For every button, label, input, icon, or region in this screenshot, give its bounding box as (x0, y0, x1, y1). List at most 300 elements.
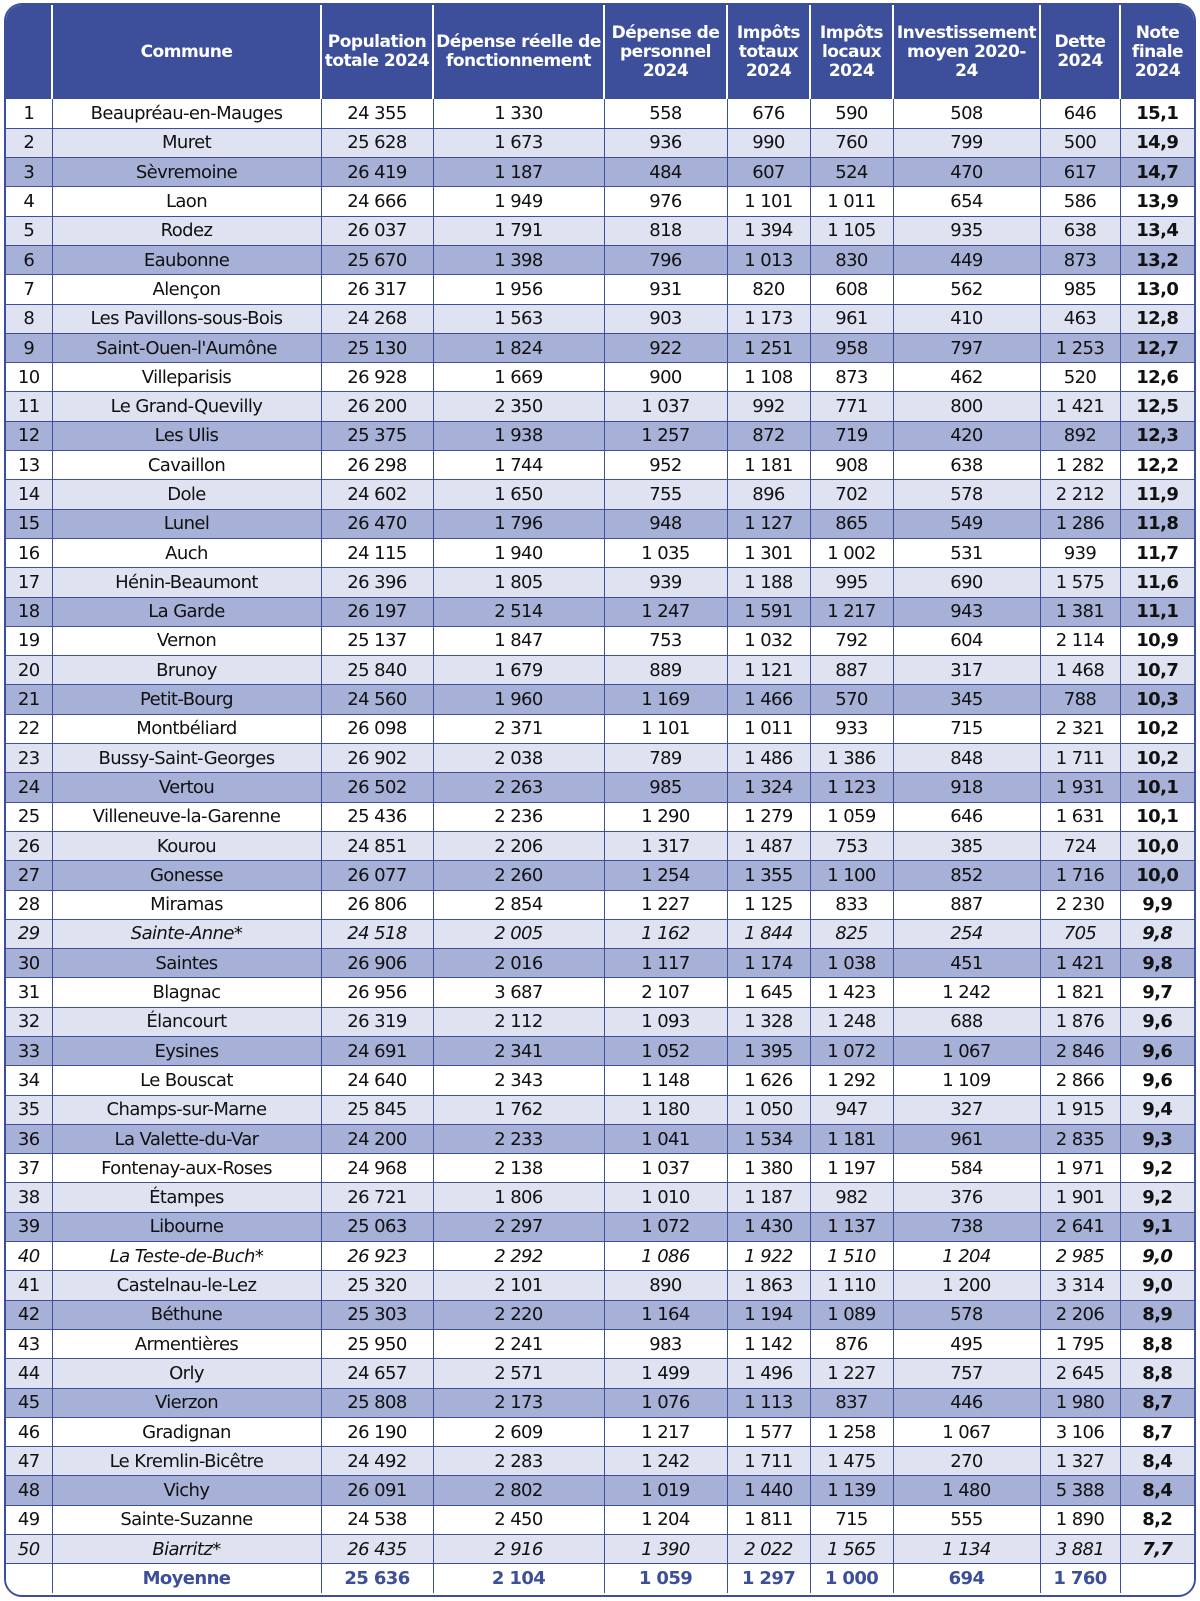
cell-commune: Gonesse (52, 861, 321, 890)
cell-population: 25 320 (321, 1271, 433, 1300)
cell-dette: 1 931 (1040, 773, 1120, 802)
table-row (6, 1535, 1194, 1564)
cell-commune: Blagnac (52, 978, 321, 1007)
cell-impots-totaux: 990 (727, 128, 810, 157)
cell-commune: Orly (52, 1359, 321, 1388)
cell-dette: 1 971 (1040, 1154, 1120, 1183)
cell-depense-personnel: 1 499 (604, 1359, 727, 1388)
cell-dette: 2 641 (1040, 1212, 1120, 1241)
cell-population: 24 851 (321, 831, 433, 860)
cell-investissement: 918 (893, 773, 1040, 802)
cell-depense-personnel: 903 (604, 304, 727, 333)
cell-population: 24 657 (321, 1359, 433, 1388)
cell-impots-locaux: 524 (810, 158, 893, 187)
cell-commune: Hénin-Beaumont (52, 568, 321, 597)
cell-impots-totaux: 1 108 (727, 363, 810, 392)
cell-depense-personnel: 1 101 (604, 714, 727, 743)
cell-depense-fonctionnement: 1 669 (433, 363, 604, 392)
cell-investissement: 449 (893, 245, 1040, 274)
cell-impots-totaux: 1 645 (727, 978, 810, 1007)
cell-depense-fonctionnement: 1 744 (433, 451, 604, 480)
cell-impots-locaux: 1 089 (810, 1300, 893, 1329)
cell-dette: 2 206 (1040, 1300, 1120, 1329)
cell-note-finale: 9,3 (1120, 1124, 1194, 1153)
average-depense-fonctionnement: 2 104 (433, 1564, 604, 1593)
cell-rank: 28 (6, 890, 52, 919)
cell-depense-fonctionnement: 2 854 (433, 890, 604, 919)
cell-impots-locaux: 1 002 (810, 538, 893, 567)
average-impots-totaux: 1 297 (727, 1564, 810, 1593)
cell-impots-locaux: 1 072 (810, 1037, 893, 1066)
header-dette: Dette 2024 (1040, 5, 1120, 99)
cell-depense-personnel: 1 093 (604, 1007, 727, 1036)
cell-depense-personnel: 1 180 (604, 1095, 727, 1124)
cell-note-finale: 9,0 (1120, 1242, 1194, 1271)
cell-depense-fonctionnement: 1 824 (433, 333, 604, 362)
cell-dette: 3 314 (1040, 1271, 1120, 1300)
cell-impots-locaux: 719 (810, 421, 893, 450)
cell-investissement: 800 (893, 392, 1040, 421)
table-row (6, 626, 1194, 655)
cell-population: 25 845 (321, 1095, 433, 1124)
cell-rank: 49 (6, 1505, 52, 1534)
cell-depense-personnel: 558 (604, 99, 727, 128)
cell-dette: 2 321 (1040, 714, 1120, 743)
cell-depense-fonctionnement: 2 571 (433, 1359, 604, 1388)
table-row (6, 1417, 1194, 1446)
cell-rank: 41 (6, 1271, 52, 1300)
table-row (6, 656, 1194, 685)
cell-note-finale: 8,7 (1120, 1417, 1194, 1446)
cell-rank: 48 (6, 1476, 52, 1505)
cell-depense-fonctionnement: 1 187 (433, 158, 604, 187)
cell-depense-fonctionnement: 2 005 (433, 919, 604, 948)
cell-note-finale: 10,9 (1120, 626, 1194, 655)
cell-dette: 1 282 (1040, 451, 1120, 480)
cell-impots-locaux: 771 (810, 392, 893, 421)
cell-impots-locaux: 961 (810, 304, 893, 333)
cell-population: 26 197 (321, 597, 433, 626)
cell-depense-personnel: 1 148 (604, 1066, 727, 1095)
cell-dette: 1 631 (1040, 802, 1120, 831)
cell-population: 24 560 (321, 685, 433, 714)
table-row (6, 1329, 1194, 1358)
table-row (6, 568, 1194, 597)
cell-rank: 12 (6, 421, 52, 450)
cell-impots-locaux: 887 (810, 656, 893, 685)
cell-impots-totaux: 1 032 (727, 626, 810, 655)
cell-population: 24 200 (321, 1124, 433, 1153)
table-row (6, 187, 1194, 216)
cell-rank: 3 (6, 158, 52, 187)
cell-dette: 1 980 (1040, 1388, 1120, 1417)
cell-depense-fonctionnement: 1 762 (433, 1095, 604, 1124)
cell-commune: La Teste-de-Buch* (52, 1242, 321, 1271)
cell-rank: 34 (6, 1066, 52, 1095)
cell-impots-totaux: 1 173 (727, 304, 810, 333)
cell-dette: 5 388 (1040, 1476, 1120, 1505)
table-row (6, 831, 1194, 860)
cell-investissement: 654 (893, 187, 1040, 216)
cell-depense-personnel: 890 (604, 1271, 727, 1300)
cell-rank: 24 (6, 773, 52, 802)
cell-commune: Le Bouscat (52, 1066, 321, 1095)
cell-rank: 6 (6, 245, 52, 274)
cell-population: 24 268 (321, 304, 433, 333)
cell-dette: 1 327 (1040, 1447, 1120, 1476)
table-row (6, 1300, 1194, 1329)
cell-rank: 8 (6, 304, 52, 333)
cell-impots-locaux: 608 (810, 275, 893, 304)
cell-depense-personnel: 1 041 (604, 1124, 727, 1153)
cell-impots-locaux: 1 510 (810, 1242, 893, 1271)
cell-population: 25 950 (321, 1329, 433, 1358)
cell-note-finale: 8,9 (1120, 1300, 1194, 1329)
cell-depense-personnel: 952 (604, 451, 727, 480)
cell-impots-totaux: 1 188 (727, 568, 810, 597)
cell-impots-locaux: 1 059 (810, 802, 893, 831)
cell-rank: 35 (6, 1095, 52, 1124)
average-impots-locaux: 1 000 (810, 1564, 893, 1593)
cell-investissement: 1 242 (893, 978, 1040, 1007)
cell-depense-personnel: 1 290 (604, 802, 727, 831)
cell-rank: 46 (6, 1417, 52, 1446)
cell-dette: 586 (1040, 187, 1120, 216)
cell-depense-personnel: 1 010 (604, 1183, 727, 1212)
cell-depense-personnel: 1 117 (604, 949, 727, 978)
cell-rank: 31 (6, 978, 52, 1007)
table-row (6, 890, 1194, 919)
cell-impots-totaux: 1 534 (727, 1124, 810, 1153)
table-row (6, 363, 1194, 392)
table-row (6, 1505, 1194, 1534)
table-row (6, 1359, 1194, 1388)
cell-population: 26 721 (321, 1183, 433, 1212)
cell-dette: 873 (1040, 245, 1120, 274)
cell-depense-personnel: 753 (604, 626, 727, 655)
cell-depense-personnel: 1 390 (604, 1535, 727, 1564)
average-depense-personnel: 1 059 (604, 1564, 727, 1593)
cell-dette: 1 716 (1040, 861, 1120, 890)
cell-impots-totaux: 1 711 (727, 1447, 810, 1476)
cell-depense-fonctionnement: 2 220 (433, 1300, 604, 1329)
cell-investissement: 1 067 (893, 1037, 1040, 1066)
table-row (6, 509, 1194, 538)
cell-depense-personnel: 939 (604, 568, 727, 597)
cell-dette: 985 (1040, 275, 1120, 304)
cell-commune: Le Grand-Quevilly (52, 392, 321, 421)
cell-dette: 2 835 (1040, 1124, 1120, 1153)
cell-impots-totaux: 1 811 (727, 1505, 810, 1534)
cell-depense-fonctionnement: 2 241 (433, 1329, 604, 1358)
cell-impots-totaux: 1 496 (727, 1359, 810, 1388)
average-rank (6, 1564, 52, 1593)
cell-note-finale: 10,2 (1120, 744, 1194, 773)
cell-impots-totaux: 1 922 (727, 1242, 810, 1271)
cell-rank: 47 (6, 1447, 52, 1476)
cell-note-finale: 13,9 (1120, 187, 1194, 216)
cell-investissement: 462 (893, 363, 1040, 392)
cell-depense-personnel: 931 (604, 275, 727, 304)
cell-impots-locaux: 1 011 (810, 187, 893, 216)
cell-note-finale: 11,7 (1120, 538, 1194, 567)
cell-impots-locaux: 590 (810, 99, 893, 128)
cell-rank: 14 (6, 480, 52, 509)
cell-investissement: 345 (893, 685, 1040, 714)
cell-investissement: 715 (893, 714, 1040, 743)
cell-commune: Béthune (52, 1300, 321, 1329)
cell-dette: 1 468 (1040, 656, 1120, 685)
cell-commune: Bussy-Saint-Georges (52, 744, 321, 773)
cell-commune: Libourne (52, 1212, 321, 1241)
cell-population: 26 502 (321, 773, 433, 802)
cell-commune: Muret (52, 128, 321, 157)
cell-commune: Beaupréau-en-Mauges (52, 99, 321, 128)
cell-impots-locaux: 958 (810, 333, 893, 362)
cell-rank: 32 (6, 1007, 52, 1036)
cell-note-finale: 12,5 (1120, 392, 1194, 421)
cell-note-finale: 9,9 (1120, 890, 1194, 919)
cell-impots-totaux: 992 (727, 392, 810, 421)
cell-depense-personnel: 1 052 (604, 1037, 727, 1066)
cell-impots-locaux: 570 (810, 685, 893, 714)
cell-rank: 40 (6, 1242, 52, 1271)
cell-note-finale: 12,6 (1120, 363, 1194, 392)
cell-rank: 16 (6, 538, 52, 567)
cell-depense-fonctionnement: 1 791 (433, 216, 604, 245)
cell-population: 26 396 (321, 568, 433, 597)
table-row (6, 451, 1194, 480)
header-impots-locaux: Impôts locaux 2024 (810, 5, 893, 99)
cell-depense-fonctionnement: 1 960 (433, 685, 604, 714)
cell-dette: 1 286 (1040, 509, 1120, 538)
cell-impots-locaux: 1 181 (810, 1124, 893, 1153)
cell-commune: Montbéliard (52, 714, 321, 743)
average-dette: 1 760 (1040, 1564, 1120, 1593)
cell-dette: 2 846 (1040, 1037, 1120, 1066)
cell-depense-personnel: 1 242 (604, 1447, 727, 1476)
cell-dette: 617 (1040, 158, 1120, 187)
cell-note-finale: 11,6 (1120, 568, 1194, 597)
cell-dette: 638 (1040, 216, 1120, 245)
cell-depense-fonctionnement: 2 101 (433, 1271, 604, 1300)
cell-note-finale: 10,0 (1120, 861, 1194, 890)
cell-population: 26 435 (321, 1535, 433, 1564)
cell-investissement: 943 (893, 597, 1040, 626)
cell-dette: 1 915 (1040, 1095, 1120, 1124)
cell-depense-personnel: 818 (604, 216, 727, 245)
cell-population: 26 928 (321, 363, 433, 392)
cell-depense-personnel: 1 019 (604, 1476, 727, 1505)
cell-dette: 705 (1040, 919, 1120, 948)
cell-dette: 1 821 (1040, 978, 1120, 1007)
cell-investissement: 604 (893, 626, 1040, 655)
average-investissement: 694 (893, 1564, 1040, 1593)
cell-rank: 19 (6, 626, 52, 655)
header-depense-fonctionnement: Dépense réelle de fonctionnement (433, 5, 604, 99)
cell-dette: 2 985 (1040, 1242, 1120, 1271)
cell-investissement: 446 (893, 1388, 1040, 1417)
cell-depense-personnel: 936 (604, 128, 727, 157)
cell-depense-fonctionnement: 2 016 (433, 949, 604, 978)
cell-impots-totaux: 1 251 (727, 333, 810, 362)
cell-impots-locaux: 753 (810, 831, 893, 860)
cell-impots-locaux: 825 (810, 919, 893, 948)
cell-impots-totaux: 1 430 (727, 1212, 810, 1241)
cell-depense-personnel: 1 072 (604, 1212, 727, 1241)
cell-depense-personnel: 1 257 (604, 421, 727, 450)
table-row (6, 392, 1194, 421)
cell-impots-locaux: 830 (810, 245, 893, 274)
cell-investissement: 887 (893, 890, 1040, 919)
cell-impots-locaux: 760 (810, 128, 893, 157)
cell-investissement: 1 204 (893, 1242, 1040, 1271)
cell-impots-locaux: 715 (810, 1505, 893, 1534)
cell-depense-fonctionnement: 2 260 (433, 861, 604, 890)
table-row (6, 304, 1194, 333)
cell-commune: Laon (52, 187, 321, 216)
cell-impots-totaux: 1 279 (727, 802, 810, 831)
cell-depense-fonctionnement: 1 806 (433, 1183, 604, 1212)
header-impots-totaux: Impôts totaux 2024 (727, 5, 810, 99)
table-row (6, 1476, 1194, 1505)
cell-commune: Champs-sur-Marne (52, 1095, 321, 1124)
table-row (6, 1066, 1194, 1095)
cell-population: 26 077 (321, 861, 433, 890)
cell-depense-fonctionnement: 2 263 (433, 773, 604, 802)
cell-depense-fonctionnement: 1 673 (433, 128, 604, 157)
table-row (6, 421, 1194, 450)
cell-note-finale: 9,0 (1120, 1271, 1194, 1300)
cell-note-finale: 12,3 (1120, 421, 1194, 450)
cell-commune: La Garde (52, 597, 321, 626)
cell-note-finale: 9,6 (1120, 1037, 1194, 1066)
cell-dette: 1 795 (1040, 1329, 1120, 1358)
cell-population: 25 436 (321, 802, 433, 831)
cell-note-finale: 14,9 (1120, 128, 1194, 157)
table-row (6, 1037, 1194, 1066)
cell-population: 24 115 (321, 538, 433, 567)
average-row (6, 1564, 1194, 1593)
cell-note-finale: 10,3 (1120, 685, 1194, 714)
cell-rank: 2 (6, 128, 52, 157)
cell-investissement: 254 (893, 919, 1040, 948)
table-row (6, 128, 1194, 157)
cell-depense-personnel: 1 169 (604, 685, 727, 714)
cell-depense-fonctionnement: 1 796 (433, 509, 604, 538)
cell-investissement: 797 (893, 333, 1040, 362)
cell-impots-locaux: 876 (810, 1329, 893, 1358)
cell-depense-fonctionnement: 2 916 (433, 1535, 604, 1564)
cell-impots-totaux: 1 324 (727, 773, 810, 802)
cell-commune: Vierzon (52, 1388, 321, 1417)
cell-investissement: 961 (893, 1124, 1040, 1153)
cell-investissement: 376 (893, 1183, 1040, 1212)
cell-note-finale: 9,8 (1120, 949, 1194, 978)
cell-depense-personnel: 1 086 (604, 1242, 727, 1271)
cell-impots-totaux: 2 022 (727, 1535, 810, 1564)
cell-impots-totaux: 1 844 (727, 919, 810, 948)
cell-dette: 1 253 (1040, 333, 1120, 362)
cell-impots-totaux: 1 127 (727, 509, 810, 538)
table-row (6, 480, 1194, 509)
cell-depense-fonctionnement: 2 138 (433, 1154, 604, 1183)
cell-rank: 15 (6, 509, 52, 538)
table-row (6, 744, 1194, 773)
cell-note-finale: 10,0 (1120, 831, 1194, 860)
cell-rank: 50 (6, 1535, 52, 1564)
cell-population: 26 956 (321, 978, 433, 1007)
cell-investissement: 848 (893, 744, 1040, 773)
average-population: 25 636 (321, 1564, 433, 1593)
cell-depense-fonctionnement: 2 297 (433, 1212, 604, 1241)
cell-impots-totaux: 1 486 (727, 744, 810, 773)
cell-rank: 29 (6, 919, 52, 948)
cell-impots-totaux: 1 395 (727, 1037, 810, 1066)
average-note-finale (1120, 1564, 1194, 1593)
cell-rank: 25 (6, 802, 52, 831)
cell-depense-personnel: 900 (604, 363, 727, 392)
cell-note-finale: 13,0 (1120, 275, 1194, 304)
cell-rank: 17 (6, 568, 52, 597)
cell-commune: Villeneuve-la-Garenne (52, 802, 321, 831)
cell-rank: 21 (6, 685, 52, 714)
table-row (6, 1271, 1194, 1300)
header-population: Population totale 2024 (321, 5, 433, 99)
cell-depense-fonctionnement: 1 847 (433, 626, 604, 655)
cell-rank: 45 (6, 1388, 52, 1417)
cell-depense-fonctionnement: 2 283 (433, 1447, 604, 1476)
cell-commune: Sainte-Anne* (52, 919, 321, 948)
cell-note-finale: 7,7 (1120, 1535, 1194, 1564)
table-row (6, 1183, 1194, 1212)
cell-impots-totaux: 1 394 (727, 216, 810, 245)
cell-depense-personnel: 755 (604, 480, 727, 509)
cell-impots-locaux: 1 248 (810, 1007, 893, 1036)
cell-impots-locaux: 1 137 (810, 1212, 893, 1241)
cell-impots-locaux: 837 (810, 1388, 893, 1417)
cell-investissement: 1 134 (893, 1535, 1040, 1564)
cell-impots-locaux: 1 565 (810, 1535, 893, 1564)
cell-population: 26 419 (321, 158, 433, 187)
cell-note-finale: 8,7 (1120, 1388, 1194, 1417)
cell-investissement: 531 (893, 538, 1040, 567)
cell-impots-totaux: 1 181 (727, 451, 810, 480)
cell-investissement: 578 (893, 1300, 1040, 1329)
cell-impots-totaux: 676 (727, 99, 810, 128)
cell-impots-totaux: 1 577 (727, 1417, 810, 1446)
cell-population: 25 840 (321, 656, 433, 685)
cell-note-finale: 9,2 (1120, 1183, 1194, 1212)
cell-population: 26 902 (321, 744, 433, 773)
cell-dette: 939 (1040, 538, 1120, 567)
cell-rank: 43 (6, 1329, 52, 1358)
cell-investissement: 508 (893, 99, 1040, 128)
cell-rank: 44 (6, 1359, 52, 1388)
table-row (6, 1388, 1194, 1417)
cell-impots-locaux: 865 (810, 509, 893, 538)
cell-dette: 788 (1040, 685, 1120, 714)
cell-depense-fonctionnement: 2 514 (433, 597, 604, 626)
cell-impots-totaux: 820 (727, 275, 810, 304)
cell-depense-personnel: 1 254 (604, 861, 727, 890)
cell-note-finale: 9,8 (1120, 919, 1194, 948)
cell-depense-personnel: 2 107 (604, 978, 727, 1007)
cell-population: 25 063 (321, 1212, 433, 1241)
cell-population: 26 806 (321, 890, 433, 919)
cell-impots-locaux: 1 292 (810, 1066, 893, 1095)
cell-note-finale: 8,8 (1120, 1329, 1194, 1358)
